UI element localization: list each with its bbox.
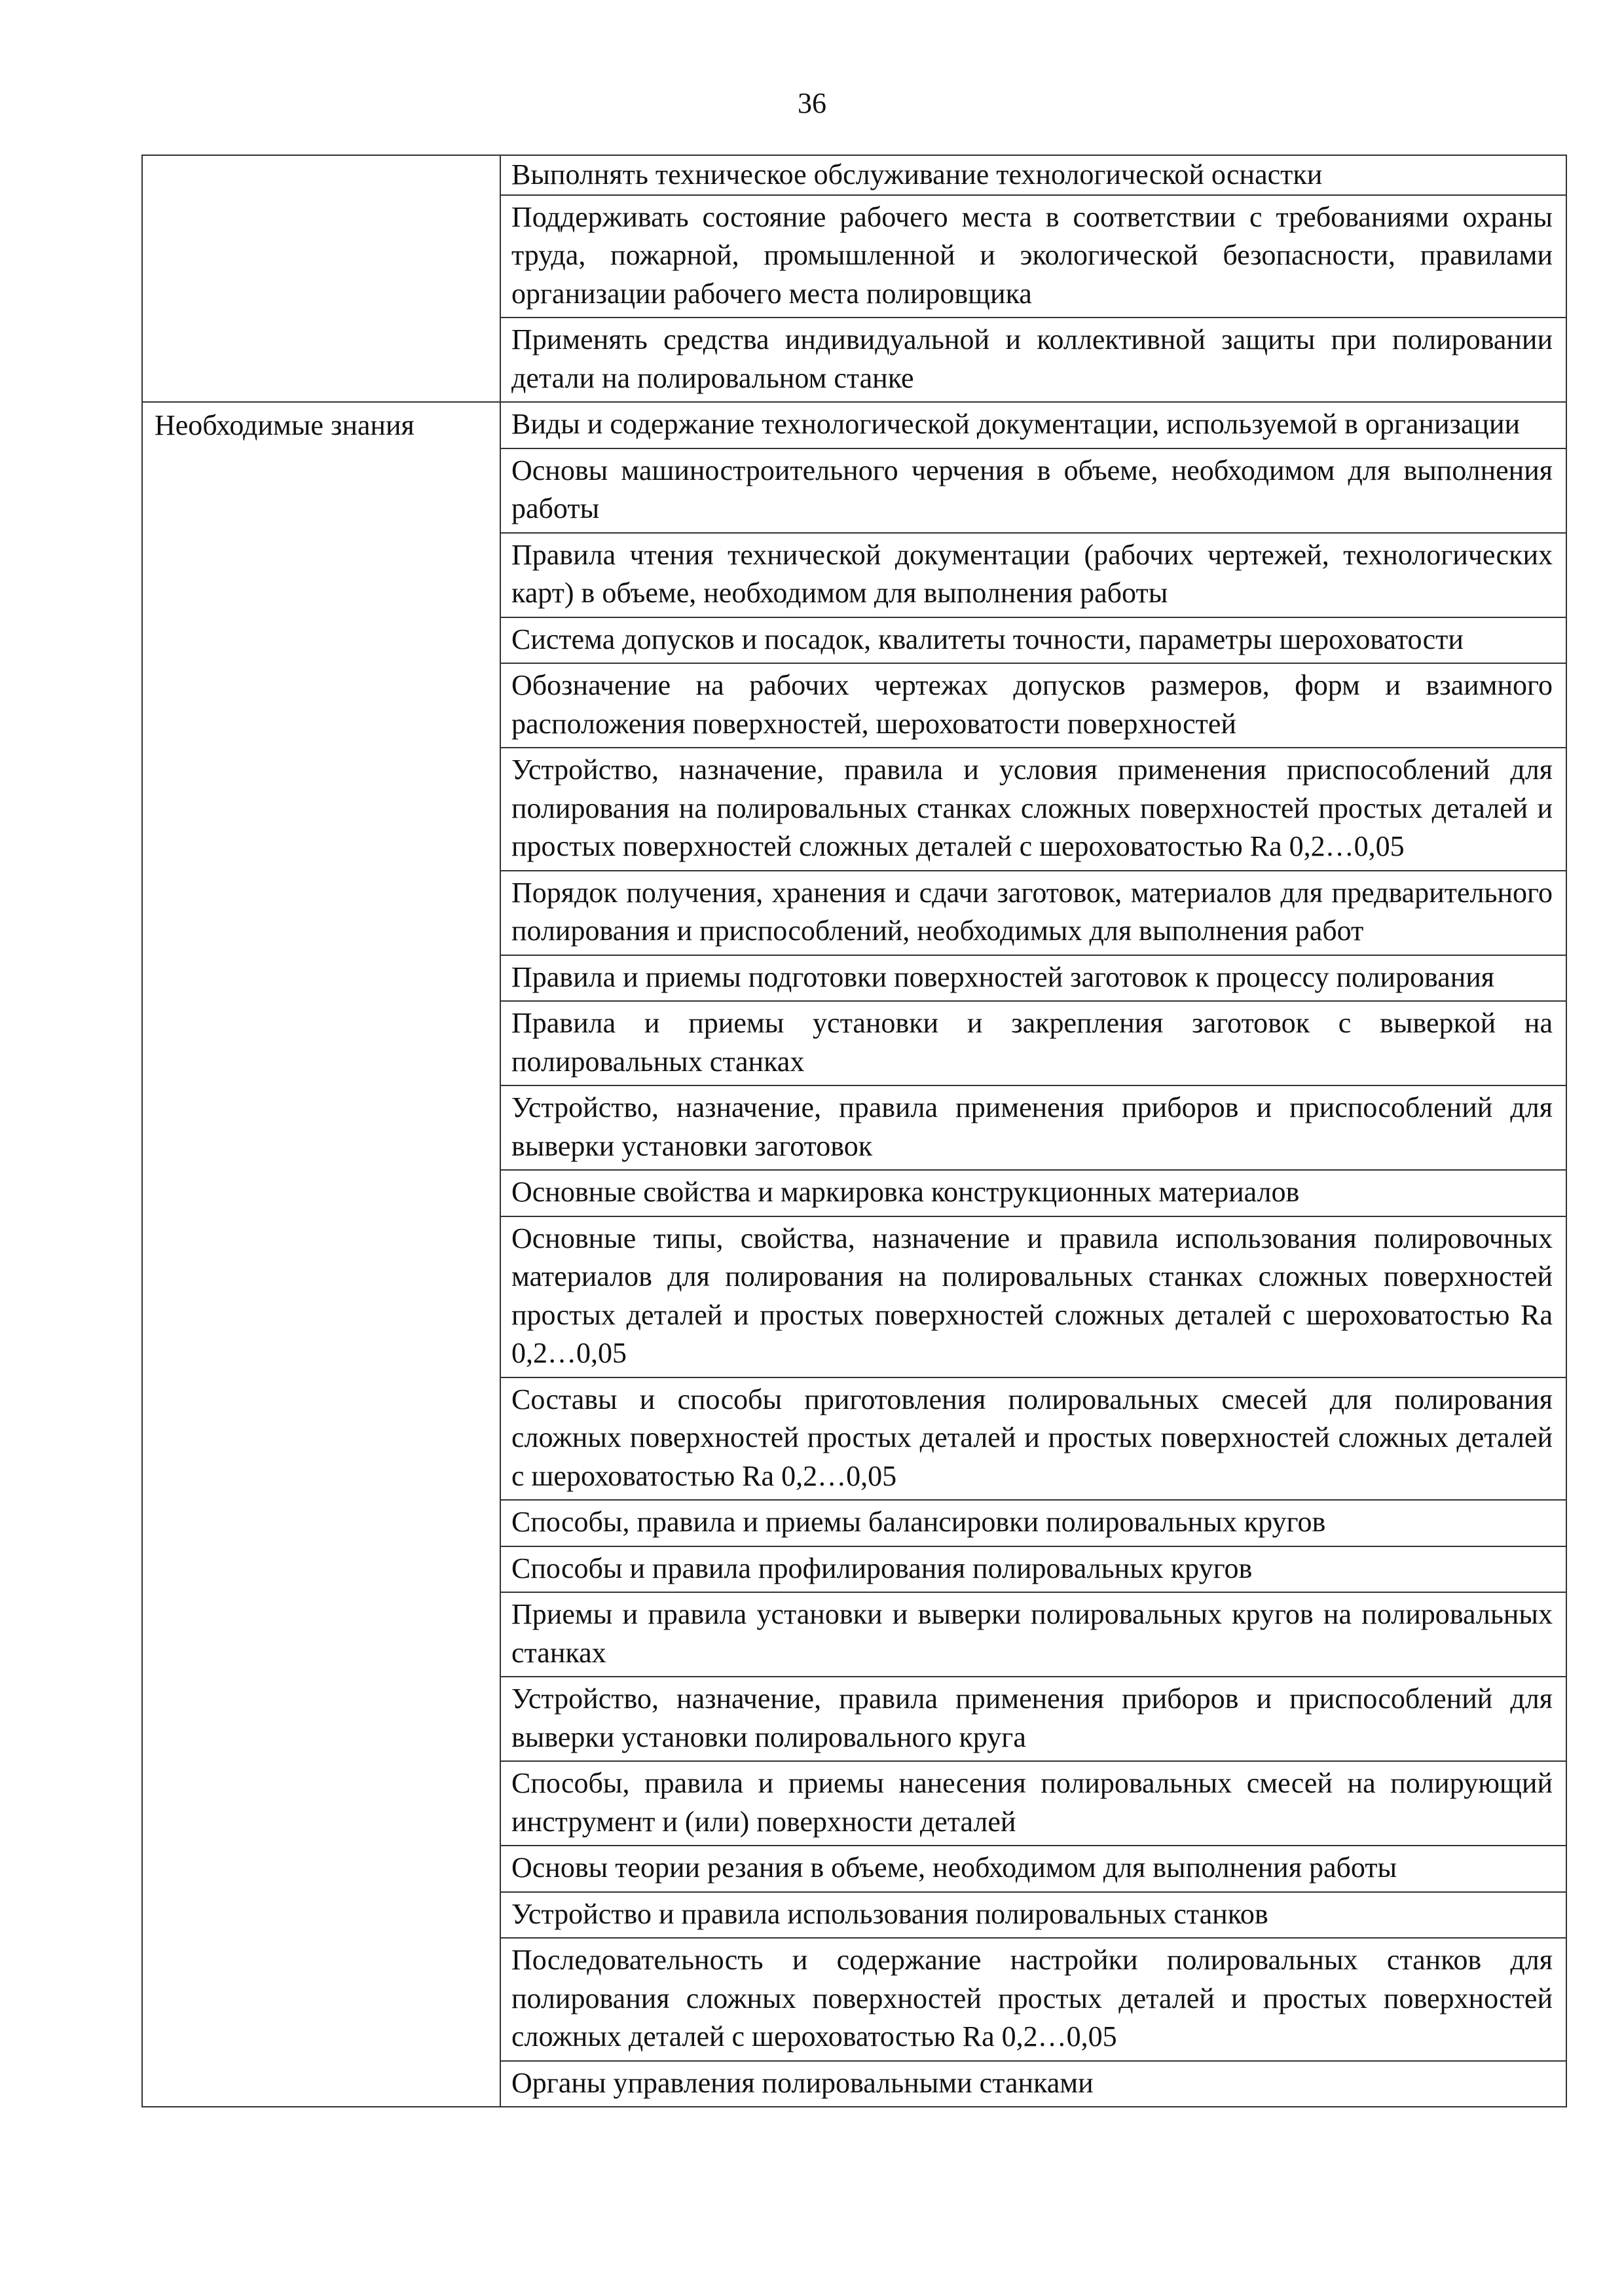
- row-text: Органы управления полировальными станками: [500, 2061, 1566, 2107]
- row-text: Правила и приемы установки и закрепления заготовок с выверкой на полировальных станках: [500, 1001, 1566, 1085]
- requirements-table: [141, 155, 1567, 2107]
- row-text: Основы теории резания в объеме, необходимом для выполнения работы: [500, 1846, 1566, 1892]
- row-text: Устройство, назначение, правила применения приборов и приспособлений для выверки установки заготовок: [500, 1085, 1566, 1170]
- row-text: Устройство, назначение, правила применения приборов и приспособлений для выверки установки полировального круга: [500, 1677, 1566, 1761]
- row-text: Применять средства индивидуальной и коллективной защиты при полировании детали на полировальном станке: [500, 318, 1566, 402]
- left-cell-empty: [142, 155, 500, 402]
- row-text: Устройство, назначение, правила и условия применения приспособлений для полирования на полировальных станках сложных поверхностей простых деталей и простых поверхностей сложных деталей с шероховатостью Ra 0,2…0,05: [500, 748, 1566, 871]
- row-text: Основные типы, свойства, назначение и правила использования полировочных материалов для полирования на полировальных станках сложных поверхностей простых деталей и простых поверхностей сложных деталей с шероховатостью Ra 0,2…0,05: [500, 1216, 1566, 1377]
- row-text: Выполнять техническое обслуживание технологической оснастки: [500, 155, 1566, 195]
- row-text: Приемы и правила установки и выверки полировальных кругов на полировальных станках: [500, 1592, 1566, 1677]
- row-text: Порядок получения, хранения и сдачи заготовок, материалов для предварительного полирования и приспособлений, необходимых для выполнения работ: [500, 871, 1566, 955]
- row-text: Основы машиностроительного черчения в объеме, необходимом для выполнения работы: [500, 448, 1566, 533]
- table-row: [142, 155, 1566, 195]
- row-text: Способы и правила профилирования полировальных кругов: [500, 1546, 1566, 1593]
- row-text: Последовательность и содержание настройки полировальных станков для полирования сложных поверхностей простых деталей и простых поверхностей сложных деталей с шероховатостью Ra 0,2…0,05: [500, 1938, 1566, 2061]
- row-text: Способы, правила и приемы нанесения полировальных смесей на полирующий инструмент и (или) поверхности деталей: [500, 1761, 1566, 1846]
- row-text: Правила чтения технической документации (рабочих чертежей, технологических карт) в объеме, необходимом для выполнения работы: [500, 533, 1566, 617]
- row-text: Поддерживать состояние рабочего места в соответствии с требованиями охраны труда, пожарной, промышленной и экологической безопасности, правилами организации рабочего места полировщика: [500, 195, 1566, 318]
- row-text: Составы и способы приготовления полировальных смесей для полирования сложных поверхностей простых деталей и простых поверхностей сложных деталей с шероховатостью Ra 0,2…0,05: [500, 1377, 1566, 1501]
- row-text: Устройство и правила использования полировальных станков: [500, 1892, 1566, 1939]
- table-row: [142, 402, 1566, 448]
- section-label: Необходимые знания: [142, 402, 500, 2107]
- row-text: Система допусков и посадок, квалитеты точности, параметры шероховатости: [500, 617, 1566, 664]
- row-text: Основные свойства и маркировка конструкционных материалов: [500, 1170, 1566, 1216]
- page-number: 36: [798, 87, 826, 119]
- row-text: Способы, правила и приемы балансировки полировальных кругов: [500, 1500, 1566, 1546]
- row-text: Обозначение на рабочих чертежах допусков размеров, форм и взаимного расположения поверхностей, шероховатости поверхностей: [500, 663, 1566, 748]
- row-text: Правила и приемы подготовки поверхностей заготовок к процессу полирования: [500, 955, 1566, 1002]
- row-text: Виды и содержание технологической документации, используемой в организации: [500, 402, 1566, 448]
